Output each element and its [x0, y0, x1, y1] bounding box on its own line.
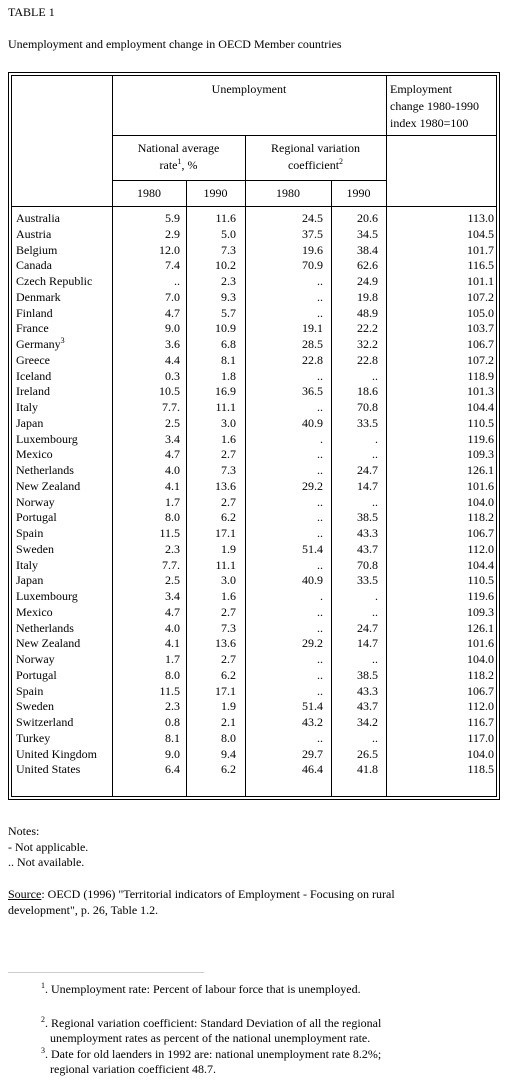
national-1980-cell: 9.0	[165, 746, 180, 761]
regional-1990-cell: 24.7	[357, 620, 378, 635]
table-row	[0, 447, 510, 463]
regional-1990-cell: 24.7	[357, 463, 378, 477]
regional-1980-cell: ..	[317, 400, 323, 414]
table-row	[0, 211, 510, 227]
national-1990-cell: 2.7	[221, 604, 236, 619]
national-1990-cell: 9.4	[221, 746, 236, 761]
regional-1980-cell: ..	[317, 652, 323, 666]
employment-change-cell: 104.5	[467, 226, 494, 241]
table-row	[0, 652, 510, 668]
regional-1980-cell: 29.7	[302, 746, 323, 761]
national-1990-cell: 6.8	[221, 337, 236, 351]
national-1980-cell: 2.3	[165, 541, 180, 556]
national-1990-cell: 9.3	[221, 289, 236, 304]
regional-1990-cell: 38.5	[357, 510, 378, 525]
country-cell: Mexico	[16, 447, 53, 462]
regional-1980-cell: 46.4	[302, 762, 323, 777]
regional-1990-cell: 70.8	[357, 400, 378, 414]
country-cell: Switzerland	[16, 715, 74, 729]
national-1990-cell: 8.0	[221, 730, 236, 745]
employment-change-cell: 119.6	[467, 589, 494, 603]
regional-1980-cell: 37.5	[302, 226, 323, 241]
table-row	[0, 699, 510, 715]
country-cell: United States	[16, 762, 81, 777]
country-cell: Czech Republic	[16, 274, 93, 288]
regional-1980-cell: 24.5	[302, 211, 323, 225]
header-year-1980: 1980	[276, 186, 300, 200]
national-1980-cell: 4.4	[165, 352, 180, 367]
employment-change-cell: 101.3	[467, 384, 494, 399]
country-cell: Mexico	[16, 604, 53, 619]
regional-1980-cell: ..	[317, 526, 323, 540]
national-1980-cell: 2.5	[165, 573, 180, 588]
national-1980-cell: 6.4	[165, 762, 180, 777]
national-1980-cell: 1.7	[165, 494, 180, 509]
country-cell: Spain	[16, 683, 44, 698]
country-cell: Iceland	[16, 368, 52, 383]
regional-1990-cell: ..	[372, 447, 378, 462]
national-1990-cell: 2.7	[221, 447, 236, 462]
national-1980-cell: 4.7	[165, 305, 180, 320]
country-cell: France	[16, 321, 49, 336]
table-row	[0, 337, 510, 353]
regional-1980-cell: 22.8	[302, 352, 323, 367]
regional-1990-cell: 22.8	[357, 352, 378, 367]
employment-change-cell: 116.5	[467, 258, 494, 273]
regional-1980-cell: 51.4	[302, 699, 323, 714]
national-1990-cell: 6.2	[221, 510, 236, 525]
source-line-2: development", p. 26, Table 1.2.	[8, 903, 159, 917]
country-cell: Norway	[16, 652, 55, 666]
national-1980-cell: 4.0	[165, 620, 180, 635]
national-1980-cell: 8.0	[165, 667, 180, 682]
employment-change-cell: 112.0	[467, 541, 494, 556]
note-not-available: .. Not available.	[8, 855, 85, 869]
national-1980-cell: 5.9	[165, 211, 180, 225]
row-divider	[11, 206, 497, 207]
table-row	[0, 290, 510, 306]
row-divider	[112, 180, 386, 181]
table-row	[0, 227, 510, 243]
country-cell: Portugal	[16, 510, 57, 525]
regional-1990-cell: 43.7	[357, 699, 378, 714]
country-cell: Netherlands	[16, 463, 74, 477]
regional-1990-cell: 14.7	[357, 636, 378, 651]
table-row	[0, 668, 510, 684]
country-cell: Sweden	[16, 541, 54, 556]
national-1980-cell: 11.5	[159, 526, 180, 540]
national-1990-cell: 10.2	[215, 258, 236, 273]
regional-1990-cell: 18.6	[357, 384, 378, 399]
country-cell: Netherlands	[16, 620, 74, 635]
regional-1980-cell: .	[320, 431, 323, 446]
regional-1990-cell: 34.2	[357, 715, 378, 729]
national-1980-cell: 2.9	[165, 226, 180, 241]
regional-1990-cell: 19.8	[357, 289, 378, 304]
national-1980-cell: 7.7.	[162, 557, 180, 572]
regional-1980-cell: ..	[317, 289, 323, 304]
regional-1990-cell: 33.5	[357, 573, 378, 588]
table-row	[0, 589, 510, 605]
employment-change-cell: 103.7	[467, 321, 494, 336]
national-1990-cell: 11.1	[215, 557, 236, 572]
national-1990-cell: 13.6	[215, 478, 236, 493]
country-cell: Portugal	[16, 667, 57, 682]
footnote-2-line-2: unemployment rates as percent of the national unemployment rate.	[50, 1031, 371, 1045]
employment-change-cell: 110.5	[467, 415, 494, 430]
regional-1980-cell: ..	[317, 305, 323, 320]
regional-1980-cell: ..	[317, 463, 323, 477]
table-label: TABLE 1	[8, 5, 55, 19]
national-1980-cell: 12.0	[159, 242, 180, 257]
national-1980-cell: 7.7.	[162, 400, 180, 414]
national-1980-cell: 8.0	[165, 510, 180, 525]
table-row	[0, 573, 510, 589]
note-not-applicable: - Not applicable.	[8, 840, 89, 854]
regional-1980-cell: ..	[317, 274, 323, 288]
regional-1980-cell: 51.4	[302, 541, 323, 556]
national-1990-cell: 1.6	[221, 589, 236, 603]
national-1980-cell: 8.1	[165, 730, 180, 745]
regional-1990-cell: 34.5	[357, 226, 378, 241]
regional-1990-cell: 22.2	[357, 321, 378, 336]
table-row	[0, 384, 510, 400]
national-1990-cell: 3.0	[221, 573, 236, 588]
country-cell: Luxembourg	[16, 431, 78, 446]
regional-1980-cell: .	[320, 589, 323, 603]
national-1980-cell: 11.5	[159, 683, 180, 698]
employment-change-cell: 107.2	[467, 352, 494, 367]
country-cell: Australia	[16, 211, 60, 225]
header-regional-variation: Regional variation coefficient$^2$	[271, 141, 360, 172]
employment-change-cell: 118.2	[467, 510, 494, 525]
national-1990-cell: 16.9	[215, 384, 236, 399]
footnote-rule	[8, 972, 204, 973]
table-row	[0, 526, 510, 542]
regional-1990-cell: 33.5	[357, 415, 378, 430]
national-1990-cell: 7.3	[221, 463, 236, 477]
regional-1990-cell: .	[375, 589, 378, 603]
national-1990-cell: 2.3	[221, 274, 236, 288]
table-row	[0, 321, 510, 337]
employment-change-cell: 113.0	[467, 211, 494, 225]
employment-change-cell: 116.7	[467, 715, 494, 729]
regional-1980-cell: ..	[317, 494, 323, 509]
header-year-1990: 1990	[203, 186, 228, 200]
national-1990-cell: 13.6	[215, 636, 236, 651]
table-row	[0, 605, 510, 621]
national-1990-cell: 6.2	[221, 762, 236, 777]
header-employment-change: Employment change 1980-1990 index 1980=100	[390, 82, 479, 130]
table-row	[0, 510, 510, 526]
table-row	[0, 416, 510, 432]
table-row	[0, 274, 510, 290]
country-cell: Finland	[16, 305, 53, 320]
regional-1990-cell: 41.8	[357, 762, 378, 777]
employment-change-cell: 117.0	[467, 730, 494, 745]
regional-1990-cell: 38.5	[357, 667, 378, 682]
regional-1990-cell: 20.6	[357, 211, 378, 225]
footnote-2-line-1: $^2$. Regional variation coefficient: Standard Deviation of all the regional	[41, 1015, 382, 1030]
regional-1990-cell: 43.7	[357, 541, 378, 556]
regional-1980-cell: ..	[317, 667, 323, 682]
regional-1980-cell: 29.2	[302, 636, 323, 651]
country-cell: Sweden	[16, 699, 54, 714]
national-1980-cell: 0.3	[165, 368, 180, 383]
employment-change-cell: 109.3	[467, 447, 494, 462]
regional-1980-cell: 70.9	[302, 258, 323, 273]
country-cell: Japan	[16, 415, 44, 430]
regional-1980-cell: 40.9	[302, 573, 323, 588]
table-row	[0, 353, 510, 369]
regional-1990-cell: ..	[372, 604, 378, 619]
employment-change-cell: 104.0	[467, 494, 494, 509]
country-cell: Italy	[16, 400, 38, 414]
table-row	[0, 684, 510, 700]
regional-1980-cell: ..	[317, 510, 323, 525]
table-row	[0, 558, 510, 574]
country-cell: Japan	[16, 573, 44, 588]
country-cell: Canada	[16, 258, 52, 273]
national-1980-cell: 7.0	[165, 289, 180, 304]
employment-change-cell: 101.1	[467, 274, 494, 288]
employment-change-cell: 126.1	[467, 463, 494, 477]
regional-1990-cell: 43.3	[357, 526, 378, 540]
header-unemployment: Unemployment	[211, 82, 287, 96]
national-1990-cell: 11.1	[215, 400, 236, 414]
regional-1980-cell: ..	[317, 604, 323, 619]
national-1980-cell: 4.1	[165, 636, 180, 651]
regional-1980-cell: ..	[317, 368, 323, 383]
employment-change-cell: 119.6	[467, 431, 494, 446]
regional-1980-cell: ..	[317, 620, 323, 635]
national-1990-cell: 1.8	[221, 368, 236, 383]
employment-change-cell: 104.4	[467, 400, 494, 414]
regional-1980-cell: 36.5	[302, 384, 323, 399]
footnote-3-line-2: regional variation coefficient 48.7.	[50, 1062, 217, 1076]
national-1980-cell: 1.7	[165, 652, 180, 666]
country-cell: Norway	[16, 494, 55, 509]
national-1990-cell: 5.7	[221, 305, 236, 320]
employment-change-cell: 118.9	[467, 368, 494, 383]
country-cell: Germany$^3$	[16, 336, 65, 351]
employment-change-cell: 104.4	[467, 557, 494, 572]
country-cell: Turkey	[16, 730, 51, 745]
header-national-average: National average rate$^1$, %	[137, 141, 220, 172]
employment-change-cell: 110.5	[467, 573, 494, 588]
national-1990-cell: 2.1	[221, 715, 236, 729]
employment-change-cell: 104.0	[467, 652, 494, 666]
country-cell: Greece	[16, 352, 50, 367]
regional-1980-cell: 19.1	[302, 321, 323, 336]
country-cell: Denmark	[16, 289, 61, 304]
employment-change-cell: 104.0	[467, 746, 494, 761]
national-1990-cell: 17.1	[215, 526, 236, 540]
national-1980-cell: 7.4	[165, 258, 180, 273]
regional-1990-cell: .	[375, 431, 378, 446]
regional-1990-cell: 70.8	[357, 557, 378, 572]
regional-1990-cell: 24.9	[357, 274, 378, 288]
country-cell: Italy	[16, 557, 38, 572]
regional-1990-cell: ..	[372, 368, 378, 383]
regional-1980-cell: ..	[317, 447, 323, 462]
national-1980-cell: 2.3	[165, 699, 180, 714]
regional-1990-cell: ..	[372, 730, 378, 745]
country-cell: Ireland	[16, 384, 50, 399]
national-1980-cell: 4.7	[165, 447, 180, 462]
country-cell: Spain	[16, 526, 44, 540]
country-cell: New Zealand	[16, 478, 81, 493]
table-row	[0, 731, 510, 747]
national-1990-cell: 1.9	[221, 541, 236, 556]
employment-change-cell: 101.7	[467, 242, 494, 257]
table-row	[0, 495, 510, 511]
table-row	[0, 463, 510, 479]
national-1980-cell: 9.0	[165, 321, 180, 336]
employment-change-cell: 118.2	[467, 667, 494, 682]
national-1980-cell: 4.1	[165, 478, 180, 493]
table-row	[0, 369, 510, 385]
table-row	[0, 432, 510, 448]
table-row	[0, 542, 510, 558]
table-row	[0, 621, 510, 637]
footnote-1: $^1$. Unemployment rate: Percent of labour force that is unemployed.	[41, 981, 361, 996]
national-1990-cell: 5.0	[221, 226, 236, 241]
header-year-1980: 1980	[137, 186, 161, 200]
employment-change-cell: 106.7	[467, 683, 494, 698]
table-row	[0, 306, 510, 322]
employment-change-cell: 107.2	[467, 289, 494, 304]
header-year-1990: 1990	[346, 186, 371, 200]
country-cell: New Zealand	[16, 636, 81, 651]
table-row	[0, 747, 510, 763]
employment-change-cell: 105.0	[467, 305, 494, 320]
country-cell: United Kingdom	[16, 746, 97, 761]
table-title: Unemployment and employment change in OECD Member countries	[8, 37, 342, 51]
table-row	[0, 258, 510, 274]
regional-1980-cell: 19.6	[302, 242, 323, 257]
regional-1990-cell: 38.4	[357, 242, 378, 257]
regional-1980-cell: 43.2	[302, 715, 323, 729]
regional-1980-cell: 28.5	[302, 337, 323, 351]
national-1990-cell: 8.1	[221, 352, 236, 367]
regional-1980-cell: ..	[317, 557, 323, 572]
national-1980-cell: 3.4	[165, 431, 180, 446]
table-row	[0, 479, 510, 495]
employment-change-cell: 112.0	[467, 699, 494, 714]
row-divider	[112, 135, 497, 136]
regional-1980-cell: 40.9	[302, 415, 323, 430]
national-1990-cell: 11.6	[215, 211, 236, 225]
table-row	[0, 400, 510, 416]
employment-change-cell: 106.7	[467, 337, 494, 351]
national-1990-cell: 1.6	[221, 431, 236, 446]
national-1990-cell: 10.9	[215, 321, 236, 336]
country-cell: Belgium	[16, 242, 58, 257]
table-row	[0, 762, 510, 778]
country-cell: Austria	[16, 226, 52, 241]
employment-change-cell: 126.1	[467, 620, 494, 635]
national-1980-cell: 4.7	[165, 604, 180, 619]
employment-change-cell: 101.6	[467, 478, 494, 493]
regional-1980-cell: ..	[317, 683, 323, 698]
footnote-3-line-1: $^3$. Date for old laenders in 1992 are: national unemployment rate 8.2%;	[41, 1046, 382, 1061]
employment-change-cell: 109.3	[467, 604, 494, 619]
regional-1980-cell: ..	[317, 730, 323, 745]
regional-1980-cell: 29.2	[302, 478, 323, 493]
regional-1990-cell: 14.7	[357, 478, 378, 493]
regional-1990-cell: ..	[372, 494, 378, 509]
national-1980-cell: ..	[174, 274, 180, 288]
table-body	[0, 211, 510, 778]
national-1980-cell: 0.8	[165, 715, 180, 729]
table-row	[0, 636, 510, 652]
national-1980-cell: 3.6	[165, 337, 180, 351]
regional-1990-cell: 62.6	[357, 258, 378, 273]
national-1990-cell: 7.3	[221, 620, 236, 635]
notes-heading: Notes:	[8, 824, 40, 838]
employment-change-cell: 106.7	[467, 526, 494, 540]
regional-1990-cell: 32.2	[357, 337, 378, 351]
national-1990-cell: 17.1	[215, 683, 236, 698]
national-1980-cell: 4.0	[165, 463, 180, 477]
country-cell: Luxembourg	[16, 589, 78, 603]
table-row	[0, 715, 510, 731]
regional-1990-cell: 43.3	[357, 683, 378, 698]
source-line-1: Source: OECD (1996) "Territorial indicators of Employment - Focusing on rural	[8, 887, 395, 901]
national-1990-cell: 2.7	[221, 494, 236, 509]
national-1990-cell: 1.9	[221, 699, 236, 714]
regional-1990-cell: ..	[372, 652, 378, 666]
national-1980-cell: 3.4	[165, 589, 180, 603]
regional-1990-cell: 26.5	[357, 746, 378, 761]
national-1990-cell: 3.0	[221, 415, 236, 430]
national-1980-cell: 10.5	[159, 384, 180, 399]
employment-change-cell: 101.6	[467, 636, 494, 651]
national-1980-cell: 2.5	[165, 415, 180, 430]
national-1990-cell: 7.3	[221, 242, 236, 257]
table-row	[0, 243, 510, 259]
national-1990-cell: 2.7	[221, 652, 236, 666]
regional-1990-cell: 48.9	[357, 305, 378, 320]
national-1990-cell: 6.2	[221, 667, 236, 682]
employment-change-cell: 118.5	[467, 762, 494, 777]
